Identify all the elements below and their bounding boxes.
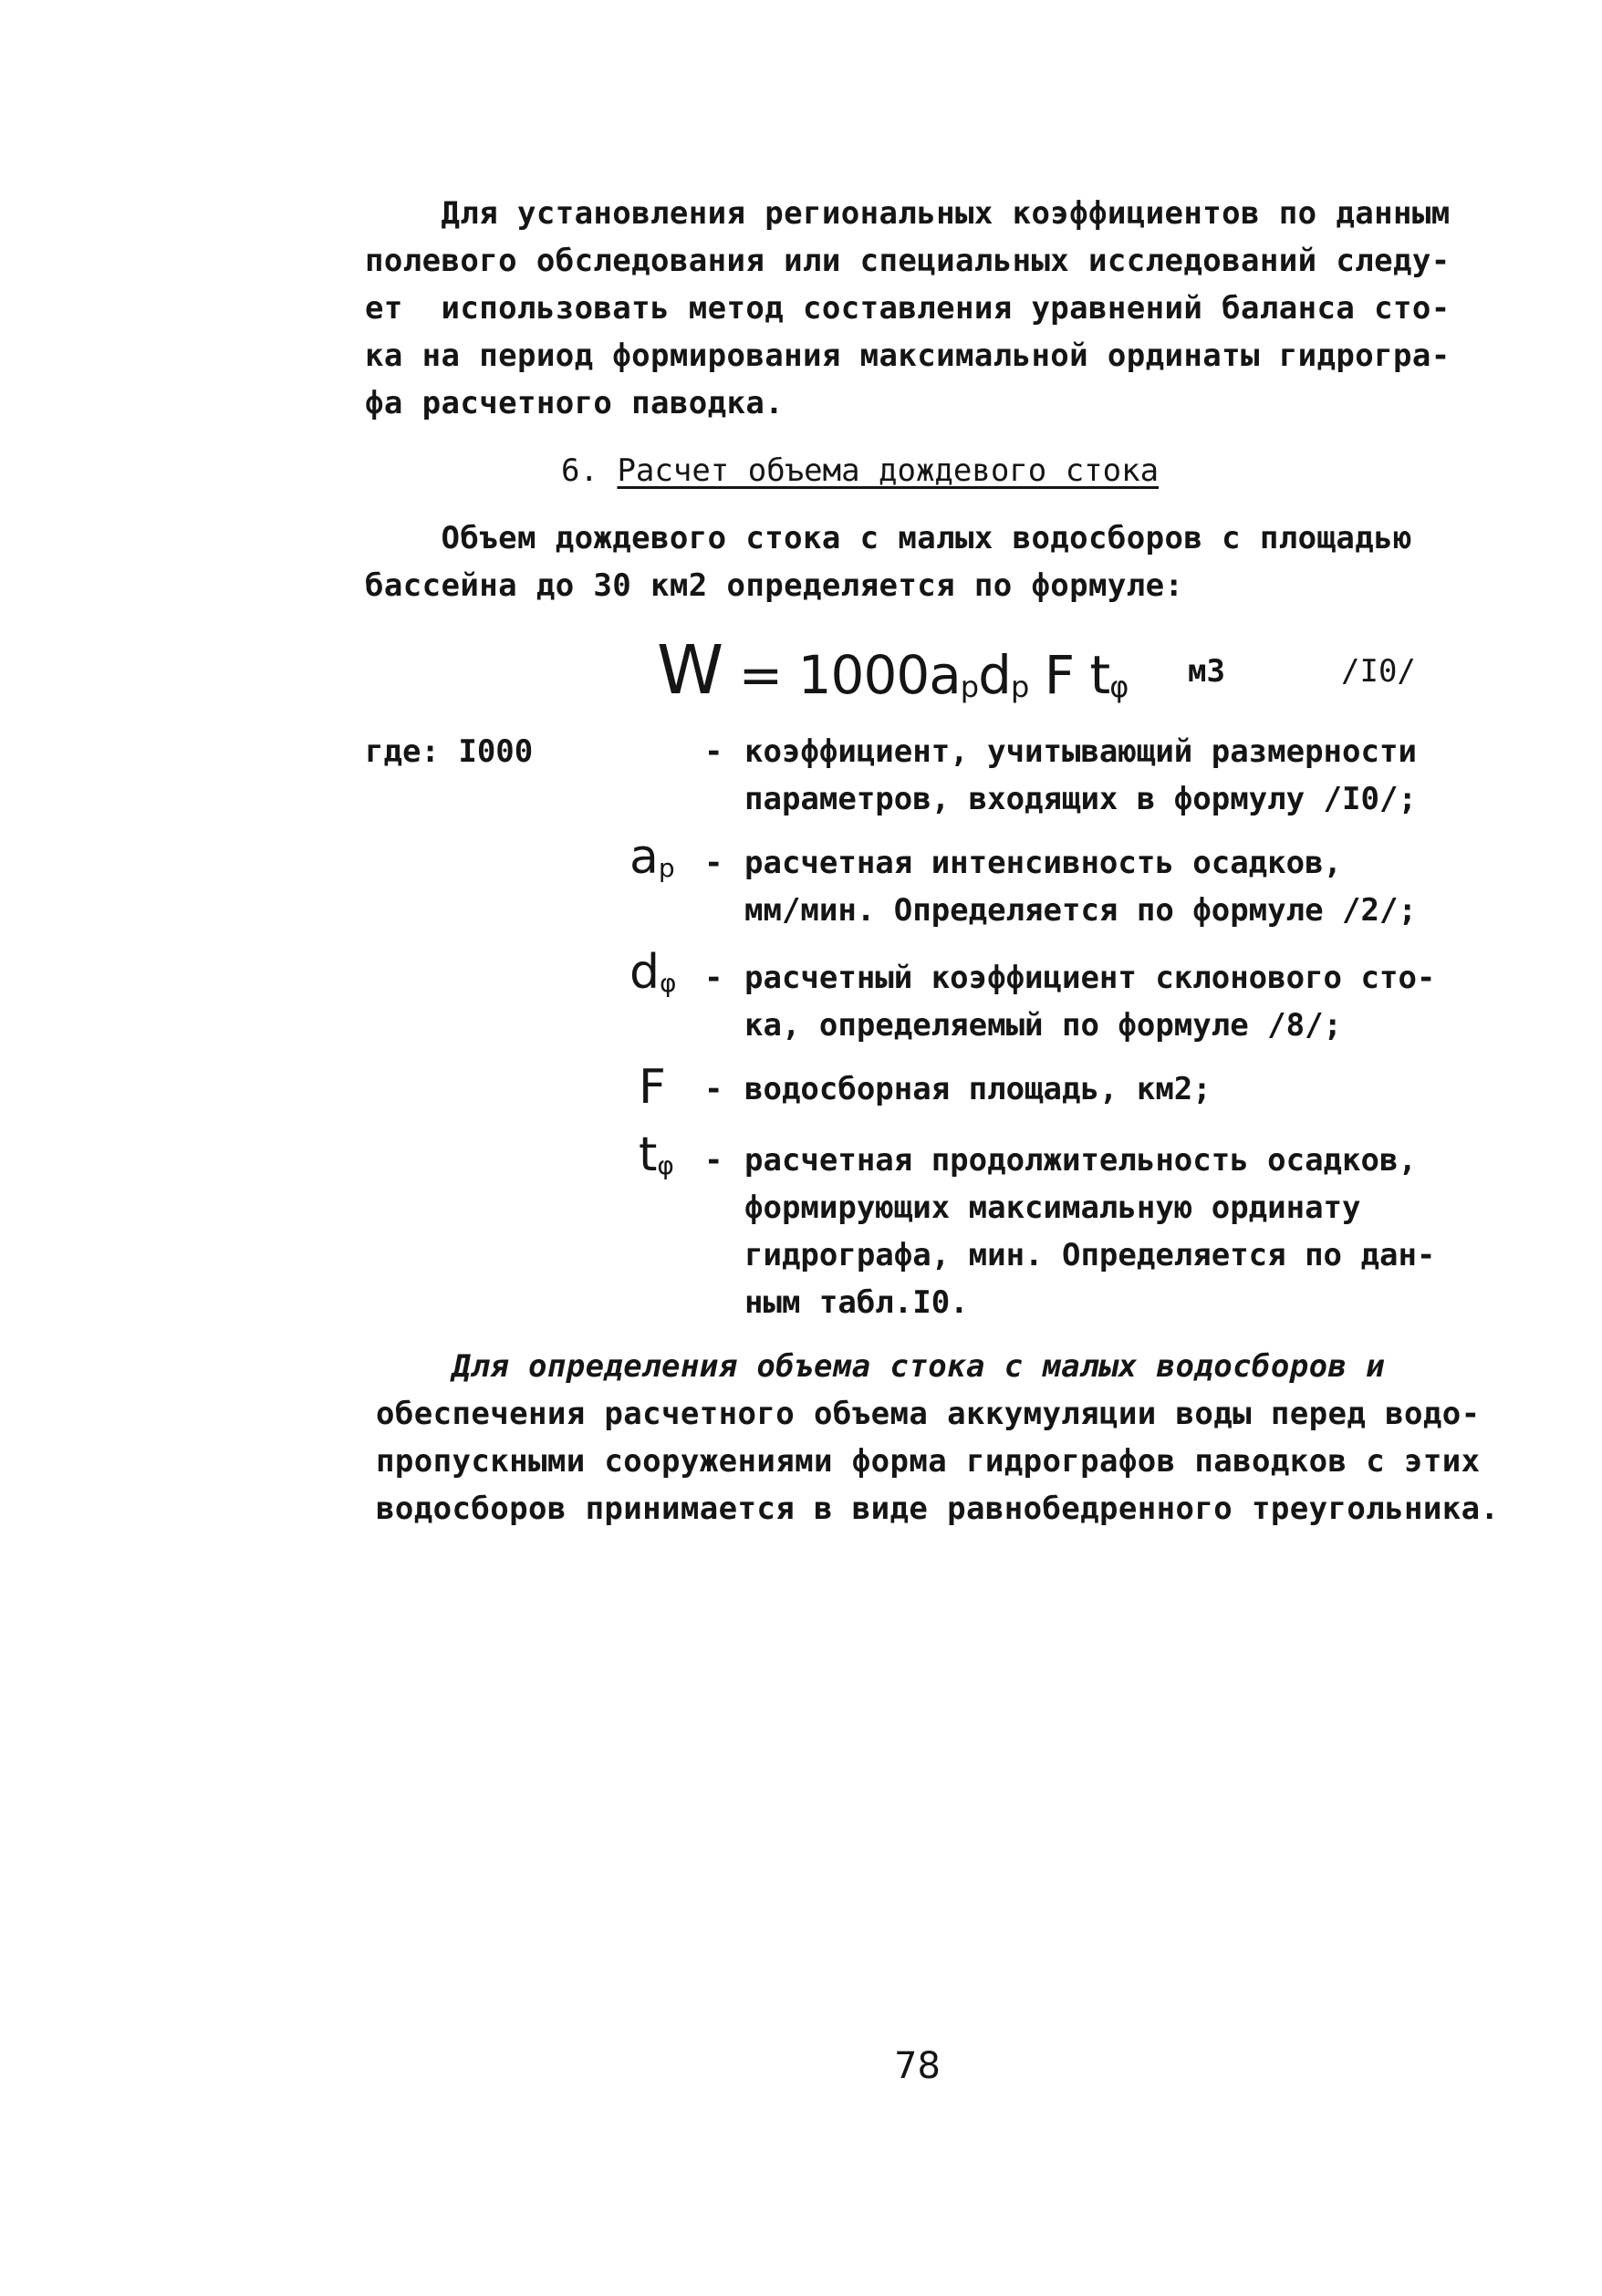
text-line: ка на период формирования максимальной ординаты гидрогра- xyxy=(365,338,1451,374)
definition-ap-line1: расчетная интенсивность осадков, xyxy=(744,845,1343,881)
definition-tphi-line1: расчетная продолжительность осадков, xyxy=(744,1142,1417,1179)
where-label: где: I000 xyxy=(365,733,534,770)
definition-dp-line2: ка, определяемый по формуле /8/; xyxy=(744,1007,1343,1044)
symbol-f: F xyxy=(639,1060,666,1115)
definition-dash: - xyxy=(704,960,723,996)
symbol-dp: $d_\varphi$ xyxy=(629,945,677,1000)
definition-ap-line2: мм/мин. Определяется по формуле /2/; xyxy=(744,892,1417,929)
text-line: обеспечения расчетного объема аккумуляции воды перед водо- xyxy=(376,1396,1481,1432)
definition-1000-line2: параметров, входящих в формулу /I0/; xyxy=(744,781,1417,817)
symbol-tphi: $t_\varphi$ xyxy=(639,1127,674,1182)
definition-dash: - xyxy=(704,733,723,770)
text-line: Для установления региональных коэффициентов по данным xyxy=(365,195,1451,232)
definition-tphi-line3: гидрографа, мин. Определяется по дан- xyxy=(744,1237,1436,1273)
text-line: пропускными сооружениями форма гидрографов паводков с этих xyxy=(376,1443,1481,1480)
section-number: 6. xyxy=(561,452,598,489)
page-number: 78 xyxy=(894,2045,941,2087)
text-line: водосборов принимается в виде равнобедренного треугольника. xyxy=(376,1491,1500,1527)
text-line: бассейна до 30 км2 определяется по формуле: xyxy=(365,567,1184,604)
definition-dp-line1: расчетный коэффициент склонового сто- xyxy=(744,960,1436,996)
definition-1000-line1: коэффициент, учитывающий размерности xyxy=(744,733,1417,770)
definition-tphi-line4: ным табл.I0. xyxy=(744,1284,969,1321)
text-line: Для определения объема стока с малых водосборов и xyxy=(376,1348,1386,1385)
text-line: ет использовать метод составления уравнений баланса сто- xyxy=(365,290,1451,327)
formula-expression: $W = 1000a_pd_p$ F $t_\varphi$ xyxy=(657,631,1129,710)
section-heading xyxy=(561,447,1602,494)
definition-dash: - xyxy=(704,845,723,881)
section-title: Расчет объема дождевого стока xyxy=(617,452,1160,489)
definition-dash: - xyxy=(704,1071,723,1107)
definition-tphi-line2: формирующих максимальную ординату xyxy=(744,1190,1361,1226)
text-line: полевого обследования или специальных исследований следу- xyxy=(365,243,1451,279)
definition-f-line1: водосборная площадь, км2; xyxy=(744,1071,1212,1107)
symbol-ap: $a_p$ xyxy=(629,830,675,885)
text-line: Объем дождевого стока с малых водосборов с площадью xyxy=(365,520,1412,556)
text-line: фа расчетного паводка. xyxy=(365,385,785,421)
formula-unit: м3 xyxy=(1188,653,1225,690)
formula-number: /I0/ xyxy=(1341,653,1416,690)
definition-dash: - xyxy=(704,1142,723,1179)
formula-10 xyxy=(0,629,1602,712)
